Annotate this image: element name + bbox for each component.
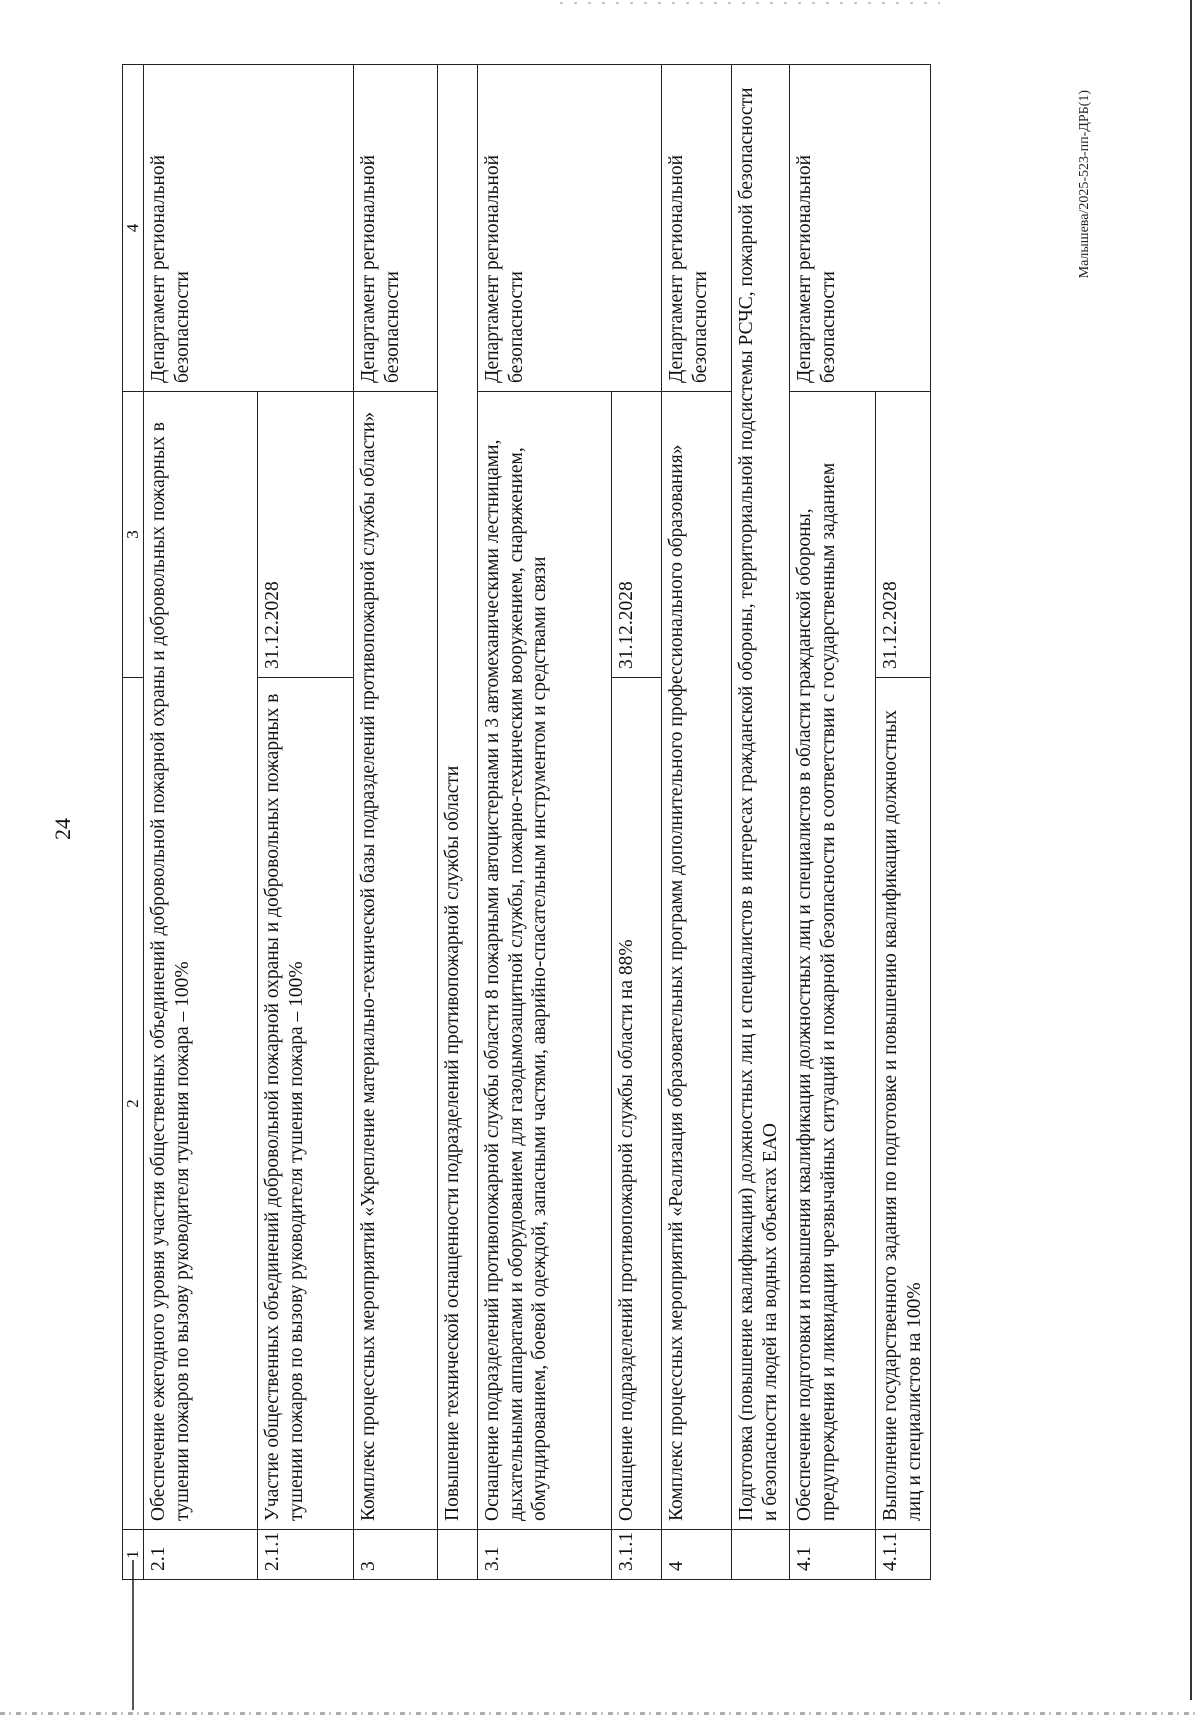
table-row — [144, 65, 258, 1580]
row-number — [438, 1530, 478, 1580]
section-row — [438, 65, 478, 1580]
row-responsible: Департамент региональной безопасности — [662, 65, 732, 392]
row-date: 31.12.2028 — [876, 392, 931, 678]
row-text: Выполнение государственного задания по подготовке и повышению квалификации должностных лиц и специалистов на 100% — [876, 678, 931, 1530]
table-row — [354, 65, 438, 1580]
row-number: 4 — [662, 1530, 732, 1580]
margin-line — [132, 1560, 134, 1710]
row-responsible: Департамент региональной безопасности — [144, 65, 354, 392]
column-header: 4 — [123, 65, 144, 392]
row-text: Оснащение подразделений противопожарной службы области 8 пожарными автоцистернами и 3 автомеханическими лестницами, дыхательными аппаратами и оборудованием для газодымозащитной службы, пожарно-техническим вооружением, снаряжением, обмундированием, боевой одеждой, запасными частями, аварийно-спасательным инструментом и средствами связи — [478, 392, 612, 1530]
section-title: Повышение технической оснащенности подразделений противопожарной службы области — [438, 65, 478, 1530]
row-responsible: Департамент региональной безопасности — [478, 65, 662, 392]
table-row — [662, 65, 732, 1580]
row-text: Комплекс процессных мероприятий «Укрепление материально-технической базы подразделений противопожарной службы области» — [354, 392, 438, 1530]
row-responsible: Департамент региональной безопасности — [354, 65, 438, 392]
section-title: Подготовка (повышение квалификации) должностных лиц и специалистов в интересах гражданской обороны, территориальной подсистемы РСЧС, пожарной безопасности и безопасности людей на водных объектах ЕАО — [732, 65, 790, 1530]
row-number: 3.1 — [478, 1530, 612, 1580]
row-number — [732, 1530, 790, 1580]
scan-noise-top — [560, 2, 940, 4]
row-number: 4.1 — [790, 1530, 876, 1580]
row-text: Оснащение подразделений противопожарной службы области на 88% — [612, 678, 662, 1530]
table-row — [790, 65, 876, 1580]
plan-table — [122, 64, 931, 1580]
column-header: 3 — [123, 392, 144, 678]
footer-code: Малышева/2025-523-пп-ДРБ(1) — [1077, 90, 1092, 279]
page-edge — [1190, 0, 1192, 1700]
table-header-row — [123, 65, 144, 1580]
page-number: 24 — [50, 818, 75, 840]
row-number: 4.1.1 — [876, 1530, 931, 1580]
row-date: 31.12.2028 — [258, 392, 354, 678]
scan-noise-bottom — [0, 1712, 1200, 1715]
row-number: 2.1 — [144, 1530, 258, 1580]
row-date: 31.12.2028 — [612, 392, 662, 678]
row-text: Комплекс процессных мероприятий «Реализация образовательных программ дополнительного профессионального образования» — [662, 392, 732, 1530]
row-text: Обеспечение подготовки и повышения квалификации должностных лиц и специалистов в области гражданской обороны, предупреждения и ликвидации чрезвычайных ситуаций и пожарной безопасности в соответствии с государственным заданием — [790, 392, 876, 1530]
row-number: 2.1.1 — [258, 1530, 354, 1580]
column-header: 1 — [123, 1530, 144, 1580]
rotated-page — [0, 65, 925, 1580]
row-text: Участие общественных объединений добровольной пожарной охраны и добровольных пожарных в тушении пожаров по вызову руководителя тушения пожара – 100% — [258, 678, 354, 1530]
row-responsible: Департамент региональной безопасности — [790, 65, 931, 392]
section-row — [732, 65, 790, 1580]
table-row — [478, 65, 612, 1580]
row-text: Обеспечение ежегодного уровня участия общественных объединений добровольной пожарной охраны и добровольных пожарных в тушении пожаров по вызову руководителя тушения пожара – 100% — [144, 392, 258, 1530]
row-number: 3.1.1 — [612, 1530, 662, 1580]
column-header: 2 — [123, 678, 144, 1530]
row-number: 3 — [354, 1530, 438, 1580]
